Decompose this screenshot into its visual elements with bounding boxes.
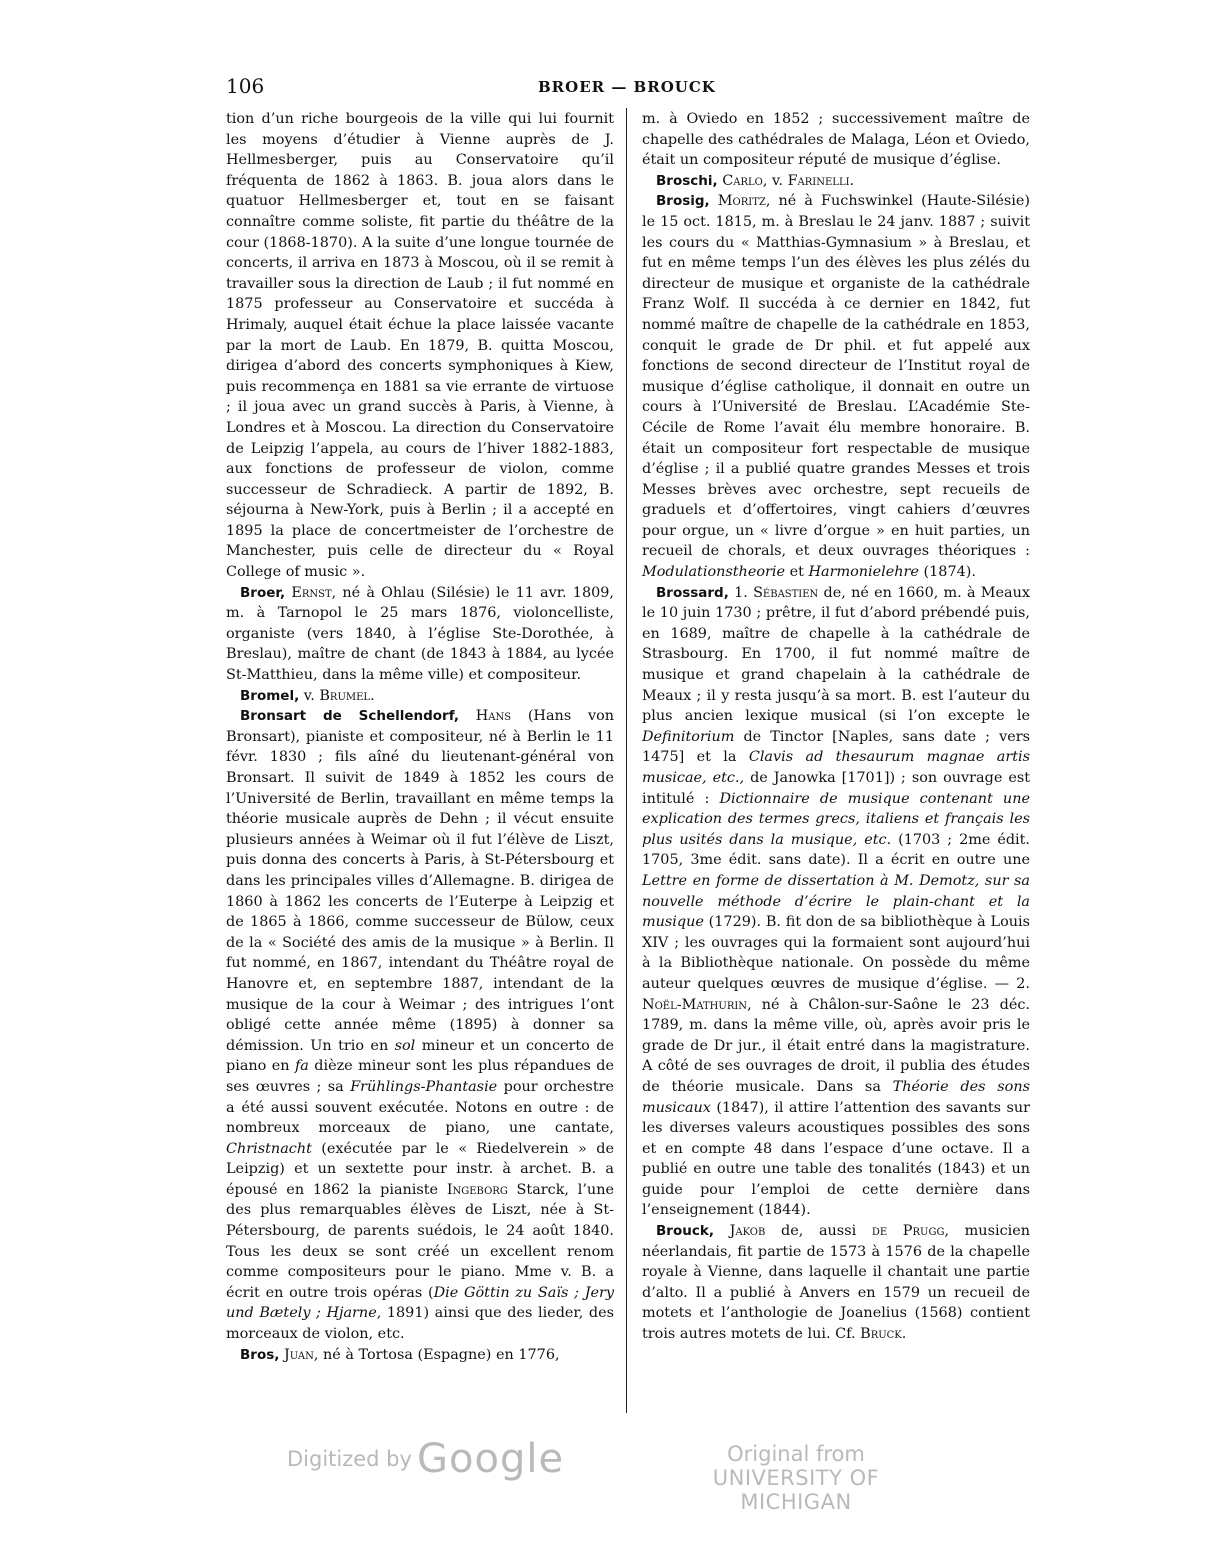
entry-text: (1847), il attire l’attention des savants sur les diverses valeurs acoustiques possibles des sons et en compte 48 dans l’espace d’une octave. Il a publié en outre une table des tonalités (1843) et un guide pour l’emploi de cette dernière dans l’enseignement (1844). [642,1099,1030,1219]
headword: Broschi, [656,172,718,189]
work-title: Christnacht [226,1140,312,1157]
entry-text: , né à Fuchswinkel (Haute-Silésie) le 15 oct. 1815, m. à Breslau le 24 janv. 1887 ; suivit les cours du « Matthias-Gymnasium » à Breslau, et fut en même temps l’un des élèves les plus zélés du directeur de musique et organiste de la cathédrale Franz Wolf. Il succéda à ce dernier en 1842, fut nommé maître de chapelle de la cathédrale en 1853, conquit le grade de Dr phil. et fut appelé aux fonctions de second directeur de l’Institut royal de musique d’église catholique, il donnait en outre un cours à l’Université de Breslau. L’Académie Ste-Cécile de Rome l’avait élu membre honoraire. B. était un compositeur fort respectable de musique d’église ; il a publié quatre grandes Messes et trois Messes brèves avec orchestre, sept recueils de graduels et d’offertoires, vingt cahiers d’œuvres pour orgue, un « livre d’orgue » en huit parties, un recueil de chorals, et deux ouvrages théoriques : [642,193,1030,560]
cross-ref-prefix: , v. [762,172,788,189]
cross-ref-prefix: v. [299,687,320,704]
original-from-label: Original from [727,1442,865,1466]
entry-text: pour orchestre a été aussi souvent exécutée. Notons en outre : de nombreux morceaux de piano, une cantate, [226,1078,614,1137]
work-title: Lettre en forme de dissertation à M. Demotz, sur sa nouvelle méthode d’écrire le plain-chant et la musique [642,872,1030,931]
entry-text: (1729). B. fit don de sa bibliothèque à Louis XIV ; les ouvrages qui la formaient sont aujourd’hui à la Bibliothèque nationale. On possède du même auteur quelques œuvres de musique d’église. — 2. [642,914,1030,992]
entry-bromel [226,686,614,707]
headword: Brosig, [656,193,710,210]
headword: Broer, [240,584,286,601]
entry-brosig [642,191,1030,582]
left-column [226,109,614,1365]
entry-text: (exécutée par le « Riedelverein » de Leipzig) et un sextette pour instr. à archet. B. a épousé en 1862 la pianiste [226,1140,614,1198]
entry-text: de Tinctor [Naples, sans date ; vers 1475] et la [642,728,1030,766]
entry-text: de, aussi [765,1223,872,1240]
entry-text: , né à Ohlau (Silésie) le 11 avr. 1809, m. à Tarnopol le 25 mars 1876, violoncelliste, organiste (vers 1840, à l’église Ste-Dorothée, à Breslau), maître de chant (de 1843 à 1884, au lycée St-Matthieu, dans la même ville) et compositeur. [226,584,614,684]
entry-text: Starck, l’une des plus remarquables élèves de Liszt, née à St-Pétersbourg, de parents suédois, le 24 août 1840. Tous les deux se sont créé un excellent renom comme compositeurs pour le piano. Mme v. B. a écrit en outre trois opéras ( [226,1181,614,1301]
page-number: 106 [226,74,265,98]
entry-bronsart [226,706,614,1344]
headword: Brouck, [656,1223,714,1240]
given-name: Moritz [717,193,766,210]
right-column [642,109,1030,1345]
work-title: Harmonielehre [808,564,919,581]
entry-text: (Hans von Bronsart), pianiste et compositeur, né à Berlin le 11 févr. 1830 ; fils aîné du lieutenant-général von Bronsart. Il suivit de 1849 à 1852 les cours de l’Université de Berlin, travaillant en même temps la théorie musicale auprès de Dehn ; il vécut ensuite plusieurs années à Weimar où il fut l’élève de Liszt, puis donna des concerts à Paris, à St-Pétersbourg et dans les principales villes d’Allemagne. B. dirigea de 1860 à 1862 les concerts de l’Euterpe à Leipzig et de 1865 à 1866, comme successeur de Bülow, ceux de la « Société des amis de la musique » à Berlin. Il fut nommé, en 1867, intendant du Théâtre royal de Hanovre et, en septembre 1887, intendant de la musique de la cour à Weimar ; des intrigues l’ont obligé cette année même (1895) à donner sa démission. Un trio en [226,708,615,1054]
headword: Brossard, [656,584,729,601]
digitized-by-watermark [287,1436,564,1482]
entry-text: mineur et un concerto de piano en [226,1037,614,1075]
key-name: sol [394,1037,416,1054]
entry-text: de, né en 1660, m. à Meaux le 10 juin 1730 ; prêtre, il fut d’abord prébendé puis, en 1689, maître de chapelle à la cathédrale de Strasbourg. En 1700, il fut nommé maître de musique et grand chapelain à la cathédrale de Meaux ; il y resta jusqu’à sa mort. B. est l’auteur du plus ancien lexique musical (si l’on excepte le [642,584,1030,725]
work-title: Frühlings-Phantasie [350,1078,498,1095]
cross-reference: Farinelli [787,172,850,189]
cross-reference: Bruck [860,1326,902,1343]
entry-broschi [642,171,1030,192]
digitized-prefix: Digitized by [287,1447,412,1471]
column-divider [626,108,627,1413]
google-logo: Google [417,1436,565,1482]
work-title: Dictionnaire de musique contenant une explication des termes grecs, italiens et français les plus usités dans la musique, etc. [642,790,1030,848]
work-title: Modulationstheorie [642,564,785,581]
work-title: Die Göttin zu Saïs ; Jery und Bætely ; Hjarne [226,1284,614,1322]
cross-ref-end: . [901,1326,907,1343]
entry-text: , né à Tortosa (Espagne) en 1776, [313,1346,560,1363]
headword: Bromel, [240,687,300,704]
name-particle: de Prugg [871,1223,945,1240]
given-name: Sébastien [753,584,819,601]
entry-number: 1. [728,584,754,601]
work-title: Théorie des sons musicaux [642,1078,1030,1116]
given-name: Ernst [291,584,332,601]
given-name: Carlo [722,172,763,189]
entry-bros [226,1345,614,1366]
given-name: Hans [475,708,512,725]
entry-text: (1703 ; 2me édit. 1705, 3me édit. sans date). Il a écrit en outre une [642,831,1031,869]
entry-brossard [642,583,1030,1221]
entry-continuation: m. à Oviedo en 1852 ; successivement maître de chapelle des cathédrales de Malaga, Léon et Oviedo, était un compositeur réputé de musique d’église. [642,111,1030,169]
key-name: fa [294,1058,309,1075]
institution-name: UNIVERSITY OF MICHIGAN [712,1466,880,1514]
original-from-watermark [666,1442,926,1514]
headword: Bros, [240,1346,280,1363]
cross-reference: Brumel [319,687,371,704]
entry-brouck [642,1221,1030,1345]
headword: Bronsart de Schellendorf, [240,708,459,725]
given-name: Noël-Mathurin [642,996,748,1013]
running-head: BROER — BROUCK [538,78,716,96]
entry-broer [226,583,614,686]
given-name: Jakob [729,1223,766,1240]
work-title: Clavis ad thesaurum magnae artis musicae, etc., [642,749,1030,786]
entry-text: dièze mineur sont les plus répandues de ses œuvres ; sa [226,1058,614,1095]
entry-text: , musicien néerlandais, fit partie de 1573 à 1576 de la chapelle royale à Vienne, dans laquelle il chantait une partie d’alto. Il a publié à Anvers en 1579 un recueil de motets et l’anthologie de Joanelius (1568) contient trois autres motets de lui. Cf. [642,1223,1031,1343]
entry-text: et [785,564,809,581]
person-name: Ingeborg [446,1181,508,1198]
cross-ref-end: . [370,687,375,704]
entry-text: (1874). [918,564,976,581]
entry-text: , né à Châlon-sur-Saône le 23 déc. 1789, m. dans la même ville, où, après avoir pris le grade de Dr jur., il était entré dans la magistrature. A côté de ses ouvrages de droit, il publia des études de théorie musicale. Dans sa [642,996,1030,1095]
entry-text: de Janowka [1701]) ; son ouvrage est intitulé : [642,770,1031,807]
given-name: Juan [283,1346,314,1363]
entry-text: , 1891) ainsi que des lieder, des morceaux de violon, etc. [226,1305,614,1343]
cross-ref-end: . [849,172,855,189]
work-title: Definitorium [642,728,735,745]
entry-continuation: tion d’un riche bourgeois de la ville qui lui fournit les moyens d’étudier à Vienne auprès de J. Hellmesberger, puis au Conservatoire qu’il fréquenta de 1862 à 1863. B. joua alors dans le quatuor Hellmesberger et, tout en se faisant connaître comme soliste, fit partie du théâtre de la cour (1868-1870). A la suite d’une longue tournée de concerts, il arriva en 1873 à Moscou, où il se remit à travailler sous la direction de Laub ; il fut nommé en 1875 professeur au Conservatoire et succéda à Hrimaly, auquel était échue la place laissée vacante par la mort de Laub. En 1879, B. quitta Moscou, dirigea d’abord des concerts symphoniques à Kiew, puis recommença en 1881 sa vie errante de virtuose ; il joua avec un grand succès à Paris, à Vienne, à Londres et à Moscou. La direction du Conservatoire de Leipzig l’appela, au cours de l’hiver 1882-1883, aux fonctions de professeur de violon, comme successeur de Schradieck. A partir de 1892, B. séjourna à New-York, puis à Berlin ; il a accepté en 1895 la place de concertmeister de l’orchestre de Manchester, puis celle de directeur du « Royal College of music ». [226,111,614,581]
